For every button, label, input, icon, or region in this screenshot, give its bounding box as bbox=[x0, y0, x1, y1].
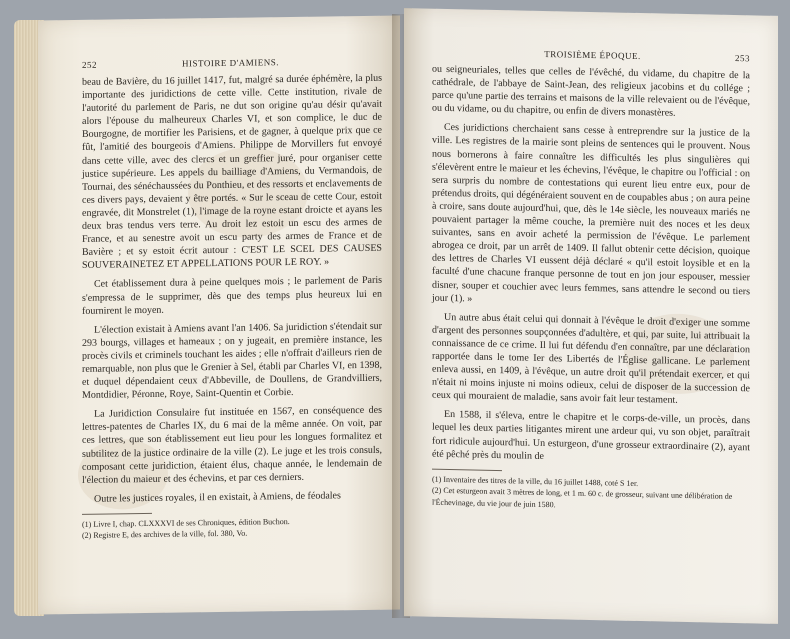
page-number: 253 bbox=[735, 53, 750, 64]
page-number: 252 bbox=[82, 59, 97, 70]
right-page-content bbox=[432, 47, 750, 515]
paragraph: beau de Bavière, du 16 juillet 1417, fut, malgré sa durée éphémère, la plus importante des juridictions de cette ville. Cette institution, rivale de l'autorité du parlement de Paris, ne dut son origine qu'au désir qu'avait alors l'épouse du malheureux Charles VI, et son complice, le duc de Bourgogne, de mortifier les Parisiens, et de gagner, à quelque prix que ce fût, l'amitié des bourgeois d'Amiens. Philippe de Morvillers fut envoyé dans cette ville, avec des clercs et un greffier juré, pour organiser cette justice supérieure. Les appels du bailliage d'Amiens, du Vermandois, de Tournai, des sénéchaussées du Ponthieu, et des ressorts et enclavements de ces divers pays, devaient y être portés. « Sur le sceau de cette Cour, estoit engravée, dit Monstrelet (1), l'image de la royne estant droicte et ayans les deux bras tendus vers terre. Au droit lez estoit un escu des armes de France, et au senestre avoit un escu party des armes de France et de Bavière ; et sy estoit écrit autour : C'EST LE SCEL DES CAUSES SOUVERAINETEZ ET APPELLATIONS POUR LE ROY. » bbox=[82, 72, 382, 272]
paragraph: Un autre abus était celui qui donnait à l'évêque le droit d'exiger une somme d'argent des personnes soupçonnées d'adultère, et qui, par suite, lui attribuait la connaissance de ce crime. Il lui fut défendu d'en connaître, par une déclaration rapportée dans le tome Ier des Libertés de l'Église gallicane. Le parlement enleva aussi, en 1409, à l'évêque, un autre droit qu'il prétendait exercer, et qui n'était ni moins injuste ni moins odieux, celui de disposer de la succession de ceux qui mouraient de maladie, sans avoir fait leur testament. bbox=[432, 311, 750, 407]
left-page bbox=[38, 15, 400, 614]
footnote-rule bbox=[432, 468, 502, 470]
paragraph: Cet établissement dura à peine quelques mois ; le parlement de Paris s'empressa de le supprimer, dès que des temps plus heureux lui en fournirent le moyen. bbox=[82, 275, 382, 317]
paragraph: En 1588, il s'éleva, entre le chapitre et le corps-de-ville, un procès, dans lequel les deux parties litigantes mirent une ardeur qui, vu son objet, paraîtrait fort ridicule aujourd'hui. Un esturgeon, d'une grosseur extraordinaire (2), ayant été pêché près du moulin de bbox=[432, 409, 750, 462]
footnote: (2) Registre E, des archives de la ville, fol. 380, Vo. bbox=[82, 529, 248, 541]
footnote: (2) Cet esturgeon avait 3 mètres de long, et 1 m. 60 c. de grosseur, suivant une délibération de l'Échevinage, du vie jour de juin 1580. bbox=[432, 485, 733, 509]
paragraph: Outre les justices royales, il en existait, à Amiens, de féodales bbox=[94, 490, 341, 505]
footnote: (1) Inventaire des titres de la ville, du 16 juillet 1488, coté S 1er. bbox=[432, 474, 639, 488]
open-book bbox=[14, 6, 784, 632]
right-page bbox=[404, 8, 778, 624]
left-page-content bbox=[82, 56, 382, 542]
footnote-rule bbox=[82, 513, 152, 515]
running-title: HISTOIRE D'AMIENS. bbox=[182, 57, 279, 69]
paragraph: Ces juridictions cherchaient sans cesse à entreprendre sur la justice de la ville. Les registres de la mairie sont pleins de sentences qui le prouvent. Nous nous bornerons à faire connaître les difficultés les plus singulières qui s'élevèrent entre le maieur et les échevins, l'évêque, le chapitre ou l'official : on sera surpris du nombre de contestations qui eurent lieu entre eux, pour de prétendus droits, qui dégénéraient souvent en de coupables abus ; on aura peine à croire, sans doute aujourd'hui, que, dès le 14e siècle, les nouveaux mariés ne pouvaient partager la même couche, la première nuit des noces et les deux suivantes, sans en avoir acheté la permission de l'évêque. Le parlement abrogea ce droit, par un arrêt de 1409. Il fallut obtenir cette décision, quoique des lettres de Charles VI eussent déjà déclaré « qu'il estoit loysible et en la faculté d'une chacune franque personne de tout en jon jour espouser, messier disner, souper et couchier avec leurs femmes, sans attendre le second ou tiers jour (1). » bbox=[432, 122, 750, 305]
paragraph: La Juridiction Consulaire fut instituée en 1567, en conséquence des lettres-patentes de Charles IX, du 6 mai de la même année. On voit, par ces lettres, que son établissement eut lieu pour les longues formalitez et subtilitez de la justice ordinaire de la ville (2). Le juge et les trois consuls, composant cette juridiction, étaient élus, chaque année, le lendemain de l'élection du maieur et des échevins, et par ces derniers. bbox=[82, 404, 382, 486]
paragraph: L'élection existait à Amiens avant l'an 1406. Sa juridiction s'étendait sur 293 bourgs, villages et hameaux ; on y jugeait, en première instance, les procès civils et criminels touchant les aides ; elle n'offrait d'ailleurs rien de remarquable, non plus que le Grenier à Sel, établi par Charles VI, en 1398, et duquel dépendaient ceux d'Abbeville, de Doullens, de Grandvilliers, Montdidier, Péronne, Roye, Saint-Quentin et Corbie. bbox=[82, 320, 382, 402]
paragraph: ou seigneuriales, telles que celles de l'évêché, du vidame, du chapitre de la cathédrale, de l'abbaye de Saint-Jean, des religieux jacobins et du collége ; parce qu'une partie des terrains et maisons de la ville relevaient ou de l'évêque, ou du vidame, ou du chapitre, ou enfin de divers monastères. bbox=[432, 63, 750, 120]
footnote: (1) Livre I, chap. CLXXXVI de ses Chroniques, édition Buchon. bbox=[82, 516, 290, 529]
running-title: TROISIÈME ÉPOQUE. bbox=[544, 49, 641, 62]
